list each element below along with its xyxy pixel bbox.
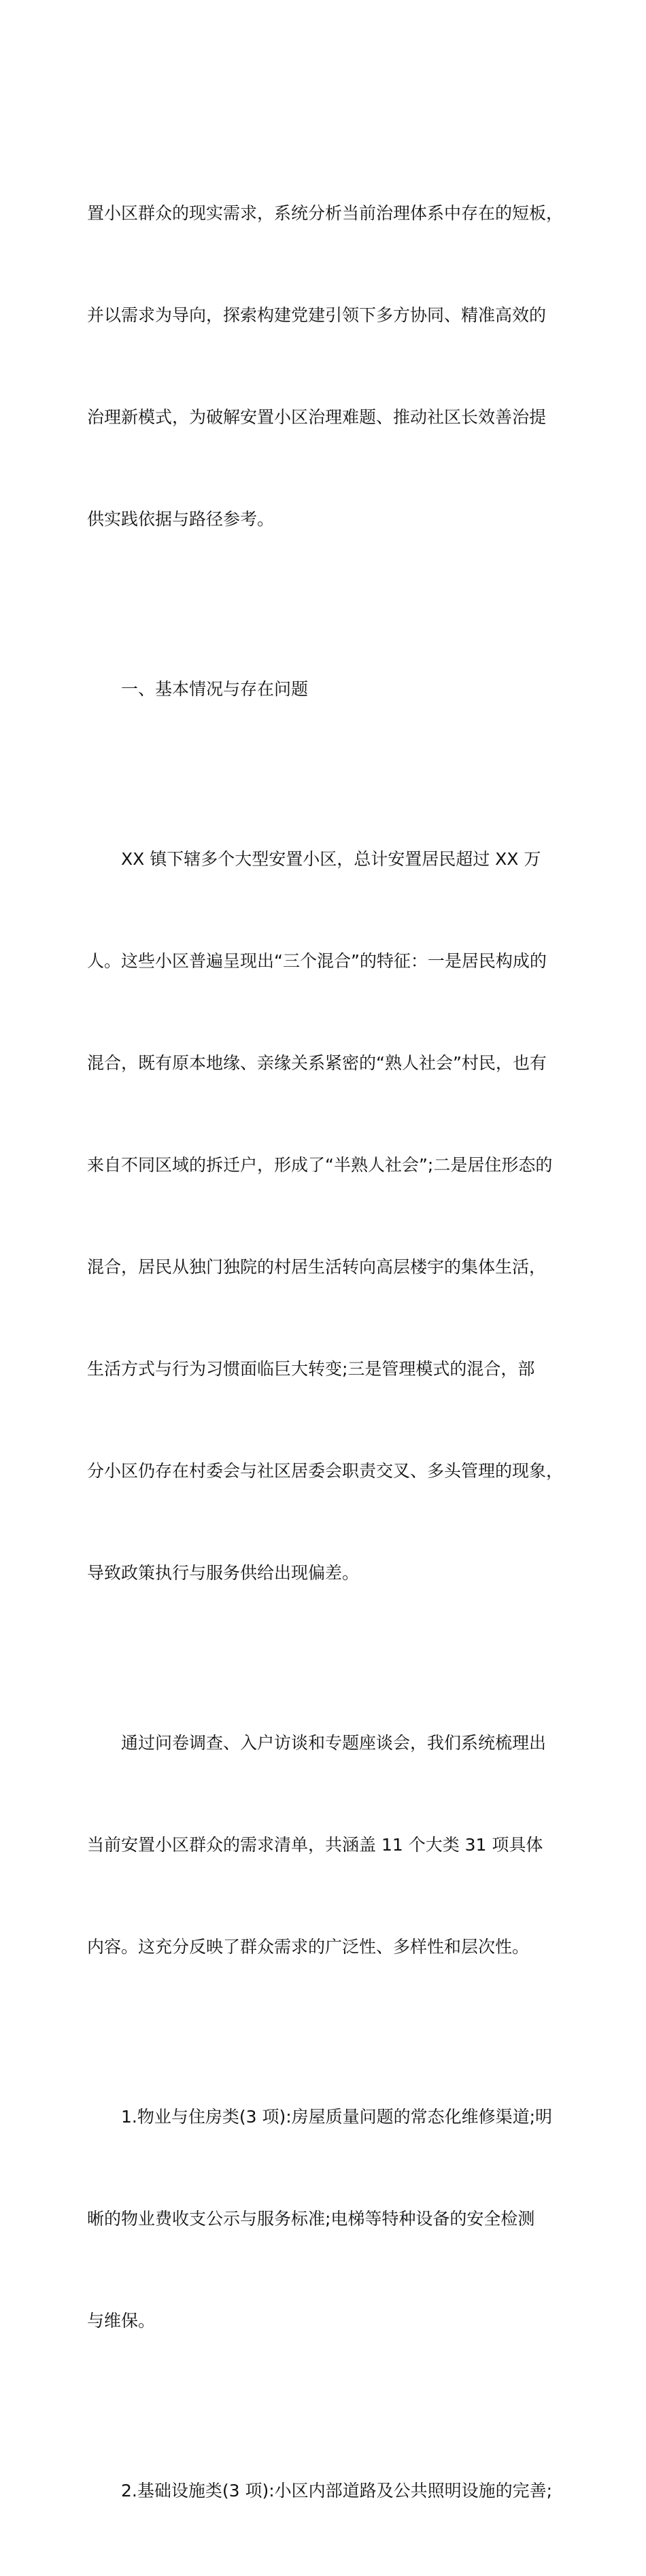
text-line: 与维保。 (87, 2311, 156, 2331)
section-heading (87, 604, 563, 774)
text-line: 生活方式与行为习惯面临巨大转变;三是管理模式的混合，部 (87, 1359, 535, 1379)
text-line: 置小区群众的现实需求，系统分析当前治理体系中存在的短板， (87, 203, 564, 223)
text-line: 治理新模式，为破解安置小区治理难题、推动社区长效善治提 (87, 407, 547, 427)
text-line: 并以需求为导向，探索构建党建引领下多方协同、精准高效的 (87, 305, 547, 325)
text-line: 内容。这充分反映了群众需求的广泛性、多样性和层次性。 (87, 1937, 530, 1957)
list-item-property (87, 2032, 563, 2406)
text-line: 混合，居民从独门独院的村居生活转向高层楼宇的集体生活， (87, 1257, 547, 1277)
text-line: 分小区仍存在村委会与社区居委会职责交叉、多头管理的现象， (87, 1461, 564, 1481)
document-body (87, 128, 563, 2576)
paragraph-survey-summary (87, 1658, 563, 2032)
text-line: XX 镇下辖多个大型安置小区，总计安置居民超过 XX 万 (121, 849, 541, 869)
paragraph-intro-continuation (87, 128, 563, 604)
heading-text: 一、基本情况与存在问题 (121, 679, 309, 699)
text-line: 晰的物业费收支公示与服务标准;电梯等特种设备的安全检测 (87, 2209, 535, 2229)
text-line: 来自不同区域的拆迁户，形成了“半熟人社会”;二是居住形态的 (87, 1155, 553, 1175)
text-line: 混合，既有原本地缘、亲缘关系紧密的“熟人社会”村民，也有 (87, 1053, 547, 1073)
paragraph-basic-situation (87, 774, 563, 1658)
text-line: 人。这些小区普遍呈现出“三个混合”的特征：一是居民构成的 (87, 951, 547, 971)
text-line: 导致政策执行与服务供给出现偏差。 (87, 1563, 360, 1583)
text-line: 当前安置小区群众的需求清单，共涵盖 11 个大类 31 项具体 (87, 1835, 543, 1855)
text-line: 1.物业与住房类(3 项):房屋质量问题的常态化维修渠道;明 (121, 2107, 553, 2127)
text-line: 2.基础设施类(3 项):小区内部道路及公共照明设施的完善; (121, 2481, 553, 2501)
text-line: 供实践依据与路径参考。 (87, 509, 275, 529)
text-line: 通过问卷调查、入户访谈和专题座谈会，我们系统梳理出 (121, 1733, 547, 1753)
list-item-infrastructure (87, 2406, 563, 2576)
